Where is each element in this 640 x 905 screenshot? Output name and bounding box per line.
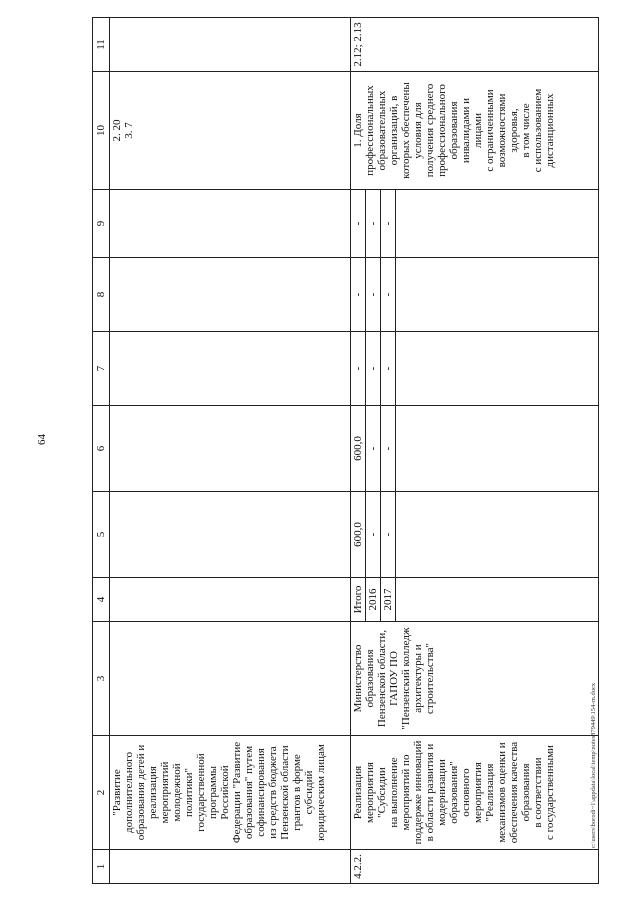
row-a-col5 [110, 492, 351, 578]
value-col9: - [351, 190, 366, 258]
header-cell-11: 11 [93, 18, 110, 72]
value-col9: - [381, 190, 396, 258]
value-col5: - [381, 492, 396, 578]
value-col8: - [381, 258, 396, 332]
empty-cell [396, 332, 599, 406]
row-a-col11 [110, 18, 351, 72]
header-cell-2: 2 [93, 736, 110, 850]
header-cell-5: 5 [93, 492, 110, 578]
empty-cell [396, 190, 599, 258]
page-number: 64 [36, 434, 48, 445]
row-a-description: "Развитие дополнительного образования детей и реализация мероприятий молодежной политики" государственной программы Российской Федерации "Развитие образования" путем софинансирования из средств бюджета Пензенской области грантов в форме субсидий юридическим лицам [110, 736, 351, 850]
program-table [92, 17, 599, 884]
value-col7: - [366, 332, 381, 406]
row-a-col6 [110, 406, 351, 492]
row-b-description: Реализация мероприятия "Субсидии на выполнение мероприятий по поддержке инноваций в области развития и модернизации образования" основного мероприятия "Реализация механизмов оценки и обеспечения качества образования в соответствии с государственными [351, 736, 599, 850]
row-b-number: 4.2.2. [351, 850, 599, 884]
value-col7: - [381, 332, 396, 406]
footer-file-path: c:\users\borodi~1\appdata\local\temp\notes879449\154-rn.docx [590, 682, 597, 848]
row-a-col7 [110, 332, 351, 406]
row-a-indicator: 2. 20 3. 7 [110, 72, 351, 190]
row-a-number [110, 850, 351, 884]
value-col6: 600,0 [351, 406, 366, 492]
table-row [351, 18, 366, 884]
value-col6: - [366, 406, 381, 492]
header-cell-8: 8 [93, 258, 110, 332]
header-cell-9: 9 [93, 190, 110, 258]
year-label: 2017 [381, 578, 396, 622]
row-a-col4 [110, 578, 351, 622]
year-label: Итого [351, 578, 366, 622]
header-cell-7: 7 [93, 332, 110, 406]
value-col5: - [366, 492, 381, 578]
value-col7: - [351, 332, 366, 406]
value-col8: - [366, 258, 381, 332]
value-col9: - [366, 190, 381, 258]
row-a-col8 [110, 258, 351, 332]
header-cell-6: 6 [93, 406, 110, 492]
row-b-col11: 2.12; 2.13 [351, 18, 599, 72]
row-b-indicator: 1. Доля профессиональных образовательных организаций, в которых обеспечены условия для получения среднего профессионального образования инвалидами и лицами с ограниченными возможностями здоровья, в том числе с использованием дистанционных [351, 72, 599, 190]
rotated-table-container [92, 18, 582, 884]
value-col5: 600,0 [351, 492, 366, 578]
empty-cell [396, 578, 599, 622]
empty-cell [396, 492, 599, 578]
value-col6: - [381, 406, 396, 492]
header-cell-10: 10 [93, 72, 110, 190]
row-a-col3 [110, 622, 351, 736]
header-cell-1: 1 [93, 850, 110, 884]
year-label: 2016 [366, 578, 381, 622]
header-cell-4: 4 [93, 578, 110, 622]
empty-cell [396, 406, 599, 492]
value-col8: - [351, 258, 366, 332]
row-b-executor: Министерство образования Пензенской области, ГАПОУ ПО "Пензенский колледж архитектуры и строительства" [351, 622, 599, 736]
header-row [93, 18, 110, 884]
header-cell-3: 3 [93, 622, 110, 736]
row-a-col9 [110, 190, 351, 258]
table-row [110, 18, 351, 884]
empty-cell [396, 258, 599, 332]
